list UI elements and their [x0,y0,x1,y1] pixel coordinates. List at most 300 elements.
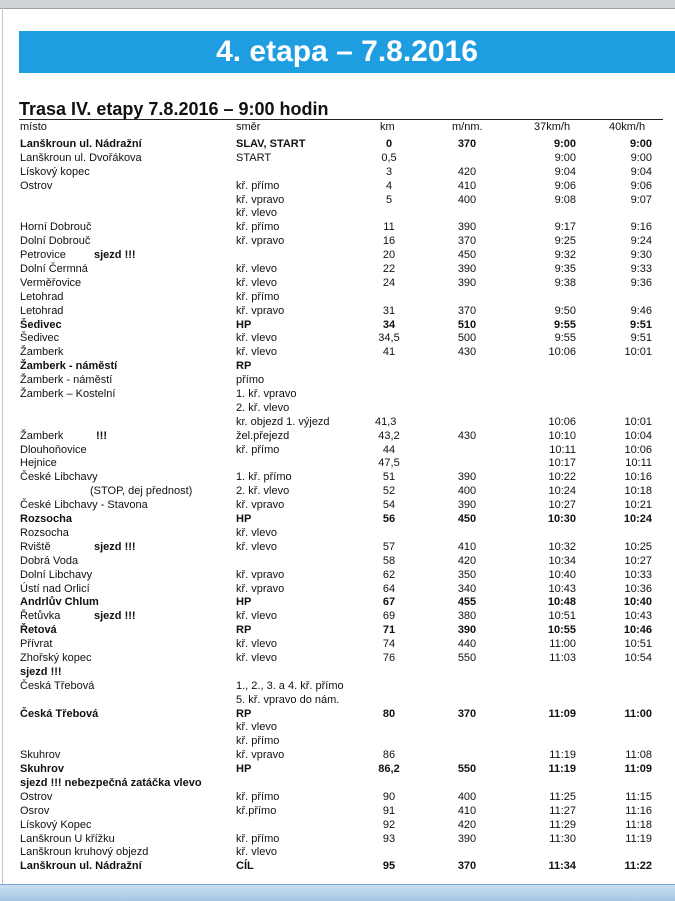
cell-direction: kř. vpravo [236,582,285,595]
cell-time-37: 9:25 [554,235,576,248]
cell-km: 71 [382,624,396,637]
table-row [0,221,675,235]
cell-place: Žamberk [20,429,64,442]
cell-km: 52 [382,485,396,498]
cell-km: 67 [382,596,396,609]
cell-altitude: 550 [457,763,477,776]
cell-altitude: 500 [457,332,477,345]
cell-time-40: 11:16 [625,804,652,817]
cell-time-37: 9:08 [554,193,576,206]
cell-time-40: 10:21 [624,499,652,512]
cell-time-37: 11:09 [548,707,576,720]
cell-place: Lanškroun ul. Dvořákova [20,151,142,164]
table-row [0,319,675,333]
cell-place: Lanškroun kruhový objezd [20,846,149,859]
cell-time-40: 10:06 [624,443,652,456]
table-row [0,263,675,277]
table-row [0,430,675,444]
cell-time-37: 10:48 [547,596,576,609]
cell-km: 0 [385,138,393,150]
cell-km: 51 [382,471,396,484]
cell-place: Ústí nad Orlicí [20,582,90,595]
table-row [0,555,675,569]
cell-time-37: 10:22 [548,471,576,484]
table-row [0,638,675,652]
table-row [0,569,675,583]
table-row [0,444,675,458]
table-row [0,194,675,208]
table-row [0,805,675,819]
cell-altitude: 370 [457,707,477,720]
cell-place: Hejnice [20,457,57,470]
cell-altitude: 410 [457,804,477,817]
cell-place: Rviště [20,540,51,553]
cell-place: Lanškroun U křížku [20,832,115,845]
cell-altitude: 440 [457,638,477,651]
cell-place: Verměřovice [20,276,82,289]
table-row [0,666,675,680]
cell-km: 0,5 [381,151,397,164]
table-row [0,624,675,638]
cell-place: České Libchavy - Stavona [20,499,148,512]
cell-km: 20 [382,249,396,262]
cell-km: 11 [383,221,395,234]
cell-direction: kř. přímo [236,221,280,234]
cell-place: (STOP, dej přednost) [90,485,193,498]
cell-altitude: 390 [457,263,477,276]
cell-direction: kř. vpravo [236,193,285,206]
table-row [0,499,675,513]
cell-altitude: 380 [457,610,477,623]
cell-altitude: 450 [457,513,477,526]
cell-km: 92 [382,818,396,831]
cell-time-37: 10:06 [548,346,576,359]
cell-time-37: 9:55 [553,318,576,331]
cell-altitude: 510 [457,318,477,331]
cell-time-40: 10:01 [624,415,652,428]
route-table [0,138,675,874]
cell-time-37: 9:55 [554,332,576,345]
cell-time-40: 11:18 [625,818,652,831]
cell-altitude: 350 [457,568,477,581]
cell-time-40: 9:00 [630,151,652,164]
cell-warning-note: sjezd !!! [94,540,136,553]
cell-km: 44 [382,443,396,456]
cell-altitude: 400 [457,193,477,206]
cell-time-40: 10:01 [624,346,652,359]
table-row [0,596,675,610]
cell-time-40: 10:16 [624,471,652,484]
table-row [0,207,675,221]
cell-time-40: 10:25 [624,540,652,553]
cell-time-37: 10:43 [548,582,576,595]
cell-km: 93 [382,832,396,845]
cell-place: Žamberk – Kostelní [20,388,116,401]
table-row [0,763,675,777]
cell-direction: RP [236,624,252,637]
table-row [0,249,675,263]
cell-direction: HP [236,596,252,609]
table-row [0,416,675,430]
cell-direction: kř. vlevo [236,332,277,345]
cell-time-37: 11:30 [549,832,576,845]
cell-place: Rozsocha [20,513,72,526]
cell-time-40: 11:22 [624,860,652,873]
cell-place: Petrovice [20,249,66,262]
cell-altitude: 340 [457,582,477,595]
cell-time-37: 11:25 [549,790,576,803]
cell-direction: 5. kř. vpravo do nám. [236,693,340,706]
cell-time-37: 9:35 [554,263,576,276]
table-row [0,833,675,847]
cell-direction: kř. vpravo [236,749,285,762]
cell-altitude: 370 [457,235,477,248]
cell-time-37: 9:17 [554,221,576,234]
cell-place: Žamberk [20,346,64,359]
cell-time-40: 10:40 [623,596,652,609]
cell-place: Letohrad [20,290,64,303]
cell-direction: RP [236,707,252,720]
cell-altitude: 400 [457,790,477,803]
cell-km: 58 [382,554,396,567]
cell-time-40: 9:33 [630,263,652,276]
cell-time-40: 11:09 [624,763,652,776]
col-header-altitude: m/nm. [452,121,483,133]
table-row [0,541,675,555]
cell-direction: SLAV, START [236,138,306,150]
cell-time-40: 9:07 [630,193,652,206]
cell-direction: kř. vlevo [236,276,277,289]
cell-place: Česká Třebová [20,707,99,720]
cell-time-37: 10:40 [548,568,576,581]
cell-time-40: 10:43 [624,610,652,623]
cell-time-37: 10:17 [548,457,576,470]
cell-altitude: 420 [457,554,477,567]
cell-time-40: 10:04 [624,429,652,442]
cell-km: 54 [382,499,396,512]
cell-time-37: 10:30 [547,513,576,526]
cell-place: Horní Dobrouč [20,221,92,234]
cell-time-37: 9:00 [554,151,576,164]
cell-place: sjezd !!! [20,665,62,678]
cell-place: Dolní Čermná [20,263,88,276]
cell-place: Řetůvka [20,610,61,623]
cell-time-37: 9:00 [553,138,576,150]
table-row [0,860,675,874]
cell-altitude: 390 [457,221,477,234]
cell-place: Řetová [20,624,57,637]
cell-time-37: 11:27 [549,804,576,817]
cell-place: Dobrá Voda [20,554,79,567]
cell-time-40: 10:51 [624,638,652,651]
cell-place: Lískový Kopec [20,818,92,831]
cell-direction: žel.přejezd [236,429,290,442]
cell-direction: kř. vlevo [236,721,277,734]
cell-direction: CÍL [236,860,254,873]
cell-time-40: 11:08 [625,749,652,762]
cell-altitude: 430 [457,429,477,442]
cell-time-37: 9:06 [554,179,576,192]
cell-direction: přímo [236,374,265,387]
cell-place: Dolní Dobrouč [20,235,91,248]
table-row [0,777,675,791]
cell-km: 47,5 [378,457,400,470]
table-row [0,152,675,166]
cell-altitude: 420 [457,165,477,178]
table-row [0,305,675,319]
cell-km: 64 [382,582,396,595]
cell-place: Šedivec [20,318,62,331]
cell-time-40: 11:00 [624,707,652,720]
cell-time-37: 10:10 [548,429,576,442]
cell-direction: kř. vlevo [236,207,277,220]
cell-direction: kr. objezd 1. výjezd [236,415,330,428]
cell-altitude: 400 [457,485,477,498]
cell-direction: kř. vlevo [236,346,277,359]
table-row [0,652,675,666]
window-top-frame [0,0,675,9]
cell-km: 74 [382,638,396,651]
col-header-time-37: 37km/h [534,121,571,133]
cell-time-37: 10:27 [548,499,576,512]
cell-time-40: 11:15 [625,790,652,803]
cell-km: 56 [382,513,396,526]
cell-time-40: 10:36 [624,582,652,595]
cell-direction: kř. vpravo [236,304,285,317]
cell-time-37: 11:34 [548,860,576,873]
table-row [0,360,675,374]
cell-km: 22 [382,263,396,276]
table-row [0,138,675,152]
table-row [0,485,675,499]
heading-divider [19,119,663,120]
stage-banner: 4. etapa – 7.8.2016 [19,31,675,73]
cell-place: Lanškroun ul. Nádražní [20,860,142,873]
cell-place: Dolní Libchavy [20,568,93,581]
cell-place: Rozsocha [20,526,69,539]
cell-time-37: 11:03 [549,651,576,664]
cell-km: 76 [382,651,396,664]
table-row [0,346,675,360]
cell-km: 86,2 [378,763,400,776]
cell-place: Dlouhoňovice [20,443,87,456]
table-row [0,735,675,749]
cell-place: Andrlův Chlum [20,596,99,609]
cell-time-40: 9:36 [630,276,652,289]
cell-altitude: 390 [457,624,477,637]
cell-km: 41,3 [375,415,397,428]
cell-time-37: 10:24 [548,485,576,498]
cell-time-40: 11:19 [625,832,652,845]
table-row [0,388,675,402]
cell-time-37: 10:51 [548,610,576,623]
cell-km: 34 [382,318,396,331]
cell-time-37: 10:55 [547,624,576,637]
cell-km: 3 [385,165,393,178]
cell-time-37: 9:04 [554,165,576,178]
cell-direction: kř. vpravo [236,235,285,248]
cell-direction: HP [236,763,252,776]
cell-direction: kř. přímo [236,179,280,192]
cell-km: 69 [382,610,396,623]
cell-time-37: 11:19 [548,763,576,776]
cell-direction: kř. vlevo [236,610,277,623]
cell-time-40: 9:00 [629,138,652,150]
cell-time-40: 10:54 [624,651,652,664]
table-row [0,708,675,722]
cell-km: 57 [382,540,396,553]
cell-place: Osrov [20,804,50,817]
cell-km: 86 [382,749,396,762]
table-row [0,680,675,694]
cell-direction: START [236,151,272,164]
table-row [0,846,675,860]
col-header-km: km [380,121,395,133]
cell-direction: kř.přímo [236,804,277,817]
table-row [0,471,675,485]
cell-time-40: 9:46 [630,304,652,317]
table-row [0,527,675,541]
cell-place: sjezd !!! nebezpečná zatáčka vlevo [20,776,202,789]
cell-direction: 1. kř. přímo [236,471,292,484]
cell-direction: HP [236,513,252,526]
cell-time-40: 9:51 [630,332,652,345]
cell-km: 5 [385,193,393,206]
cell-place: Přívrat [20,638,53,651]
cell-direction: kř. přímo [236,735,280,748]
table-row [0,457,675,471]
cell-time-37: 9:50 [554,304,576,317]
cell-time-40: 10:33 [624,568,652,581]
cell-altitude: 550 [457,651,477,664]
table-row [0,791,675,805]
table-row [0,277,675,291]
table-row [0,721,675,735]
cell-direction: kř. vlevo [236,638,277,651]
cell-km: 43,2 [378,429,400,442]
cell-altitude: 390 [457,499,477,512]
col-header-place: místo [20,121,47,133]
cell-time-37: 10:34 [548,554,576,567]
cell-place: Žamberk - náměstí [20,374,113,387]
cell-altitude: 390 [457,471,477,484]
cell-direction: 1., 2., 3. a 4. kř. přímo [236,679,344,692]
cell-place: Zhořský kopec [20,651,92,664]
cell-place: Ostrov [20,790,53,803]
cell-time-37: 10:06 [548,415,576,428]
cell-warning-note: sjezd !!! [94,610,136,623]
cell-altitude: 390 [457,276,477,289]
cell-time-40: 9:06 [630,179,652,192]
cell-altitude: 455 [457,596,477,609]
table-row [0,291,675,305]
cell-warning-note: !!! [96,429,107,442]
route-heading: Trasa IV. etapy 7.8.2016 – 9:00 hodin [19,99,329,119]
cell-time-40: 10:24 [623,513,652,526]
table-row [0,610,675,624]
table-row [0,235,675,249]
cell-place: Skuhrov [20,749,61,762]
cell-direction: kř. přímo [236,290,280,303]
table-row [0,819,675,833]
table-row [0,374,675,388]
cell-direction: 2. kř. vlevo [236,485,290,498]
cell-place: Žamberk - náměstí [20,360,118,373]
cell-altitude: 370 [457,138,477,150]
window-bottom-frame [0,884,675,901]
cell-time-37: 11:00 [549,638,576,651]
cell-time-37: 10:32 [548,540,576,553]
cell-km: 95 [382,860,396,873]
cell-direction: kř. přímo [236,443,280,456]
cell-altitude: 410 [457,179,477,192]
cell-km: 4 [385,179,393,192]
cell-time-40: 10:46 [623,624,652,637]
cell-direction: kř. vlevo [236,526,277,539]
cell-time-37: 9:32 [554,249,576,262]
table-row [0,749,675,763]
cell-time-40: 9:16 [630,221,652,234]
cell-altitude: 410 [457,540,477,553]
cell-time-37: 10:11 [549,443,576,456]
cell-time-40: 10:11 [625,457,652,470]
cell-direction: kř. vpravo [236,499,285,512]
col-header-direction: směr [236,121,261,133]
col-header-time-40: 40km/h [609,121,646,133]
cell-time-40: 9:51 [629,318,652,331]
cell-time-40: 9:24 [630,235,652,248]
cell-altitude: 420 [457,818,477,831]
cell-place: Letohrad [20,304,64,317]
cell-direction: HP [236,318,252,331]
cell-altitude: 430 [457,346,477,359]
cell-km: 80 [382,707,396,720]
cell-place: Česká Třebová [20,679,95,692]
cell-time-37: 11:19 [549,749,576,762]
cell-direction: RP [236,360,252,373]
cell-km: 41 [382,346,396,359]
cell-place: Skuhrov [20,763,65,776]
cell-direction: kř. vpravo [236,568,285,581]
cell-km: 34,5 [378,332,400,345]
cell-direction: kř. přímo [236,790,280,803]
table-row [0,402,675,416]
table-row [0,694,675,708]
cell-time-40: 9:04 [630,165,652,178]
table-row [0,180,675,194]
cell-direction: kř. vlevo [236,651,277,664]
cell-altitude: 450 [457,249,477,262]
cell-place: Lískový kopec [20,165,90,178]
cell-place: Ostrov [20,179,53,192]
cell-direction: kř. vlevo [236,263,277,276]
cell-km: 90 [382,790,396,803]
cell-time-37: 11:29 [549,818,576,831]
cell-direction: kř. vlevo [236,846,277,859]
cell-direction: 1. kř. vpravo [236,388,297,401]
cell-direction: kř. vlevo [236,540,277,553]
cell-km: 31 [382,304,396,317]
cell-time-40: 10:27 [624,554,652,567]
cell-km: 24 [382,276,396,289]
cell-altitude: 390 [457,832,477,845]
table-row [0,513,675,527]
cell-warning-note: sjezd !!! [94,249,136,262]
cell-altitude: 370 [457,860,477,873]
table-row [0,332,675,346]
cell-km: 16 [382,235,396,248]
cell-place: Šedivec [20,332,60,345]
